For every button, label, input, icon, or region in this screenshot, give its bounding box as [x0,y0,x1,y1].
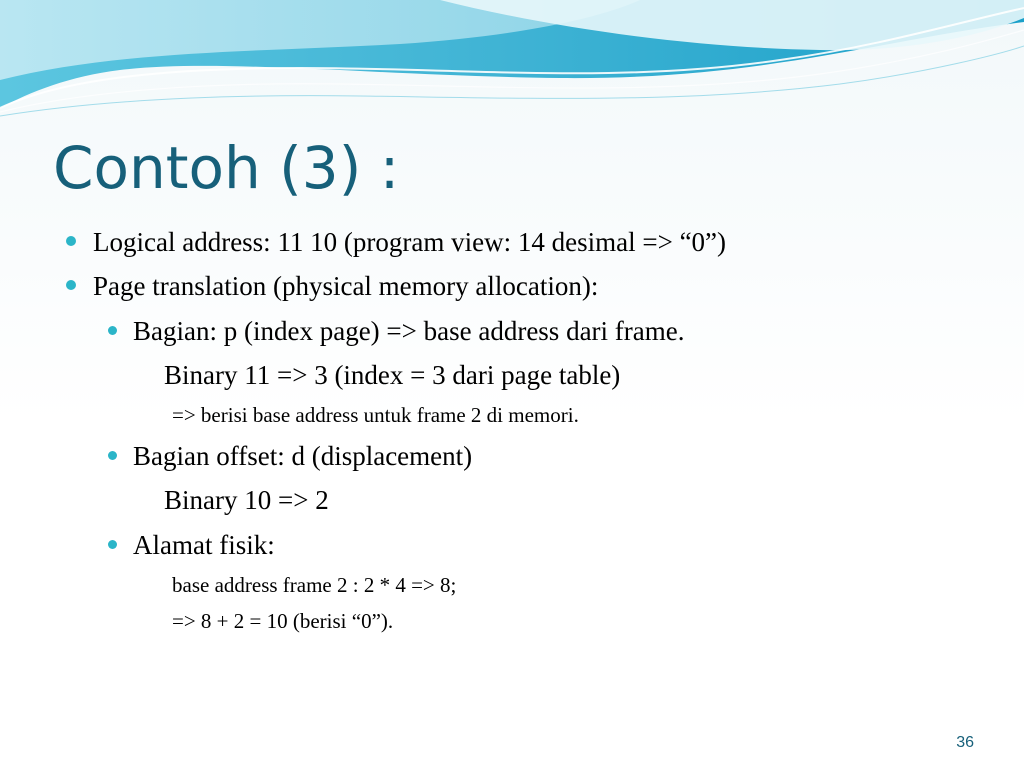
text-base-address-frame: base address frame 2 : 2 * 4 => 8; [172,573,457,597]
bullet-icon [108,326,117,335]
bullet-icon [66,236,76,246]
bullet-text-logical-address: Logical address: 11 10 (program view: 14 desimal => “0”) [93,227,727,257]
slide-number: 36 [956,734,974,751]
decorative-wave-header [0,0,1024,120]
bullet-text-alamat-fisik: Alamat fisik: [133,530,275,560]
bullet-icon [108,451,117,460]
bullet-icon [66,280,76,290]
text-berisi-base-address: => berisi base address untuk frame 2 di memori. [172,403,579,427]
bullet-text-bagian-offset: Bagian offset: d (displacement) [133,441,473,471]
bullet-text-page-translation: Page translation (physical memory allocation): [93,271,599,301]
bullet-text-bagian-p: Bagian: p (index page) => base address dari frame. [133,316,685,346]
bullet-icon [108,540,117,549]
text-binary-11: Binary 11 => 3 (index = 3 dari page table) [164,360,621,390]
text-result: => 8 + 2 = 10 (berisi “0”). [172,609,394,633]
slide-title: Contoh (3) : [53,134,400,202]
text-binary-10: Binary 10 => 2 [164,485,329,515]
